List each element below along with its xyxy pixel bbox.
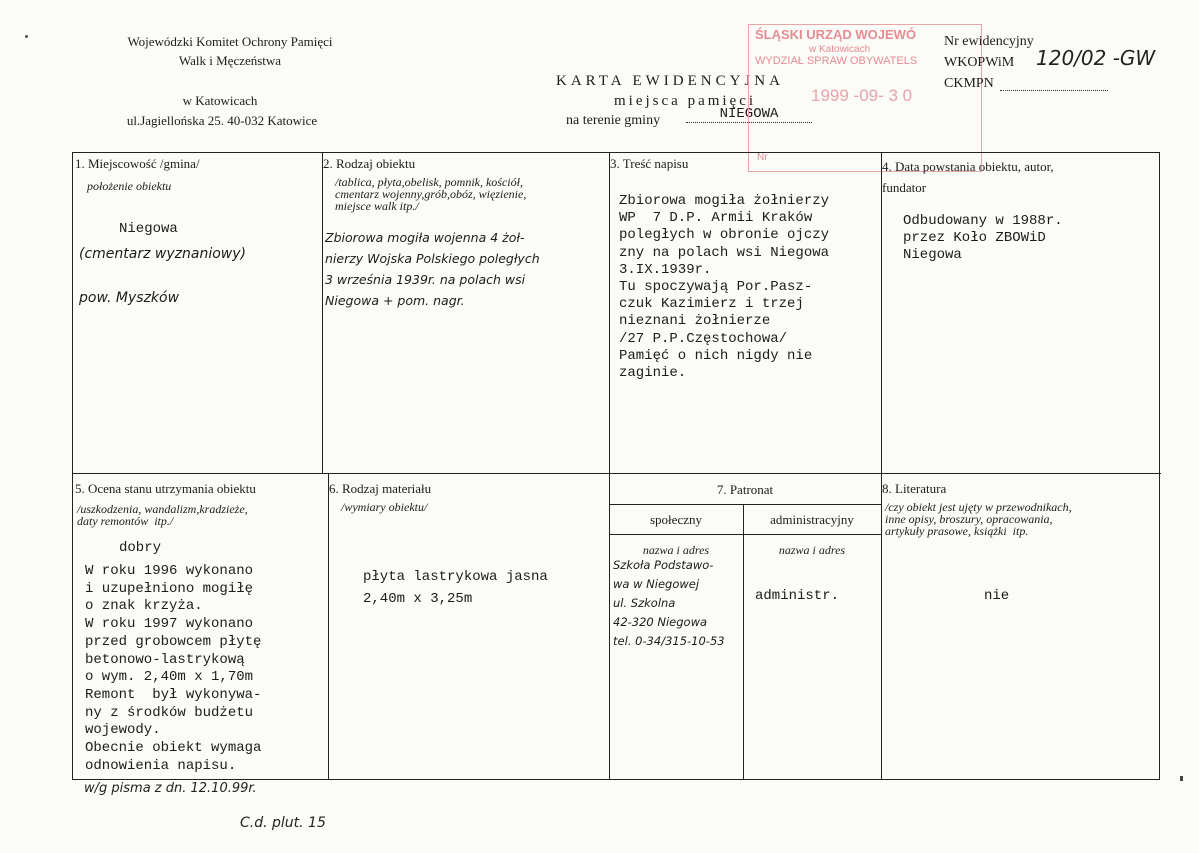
gmina-dots-pre [664, 113, 668, 128]
stamp-line2: w Katowicach [809, 44, 871, 55]
cell1-subheading: położenie obiektu [87, 179, 172, 193]
cell3-heading: 3. Treść napisu [610, 156, 689, 171]
stamp-line1: ŚLĄSKI URZĄD WOJEWÓ [755, 27, 917, 42]
page-title: KARTA EWIDENCYJNA [556, 73, 784, 89]
stamp-nr: Nr [757, 152, 768, 163]
cell1-handwritten: (cmentarz wyznaniowy) pow. Myszków [79, 246, 246, 306]
org-name-line1: Wojewódzki Komitet Ochrony Pamięci [127, 34, 333, 49]
patronat-col-administracyjny: administracyjny [770, 512, 854, 527]
col-divider-3 [881, 153, 882, 473]
scan-speck [25, 35, 28, 38]
patronat-divider-h1 [609, 504, 881, 505]
ckmpn-label: CKMPN [944, 76, 994, 91]
cell4-typed-value: Odbudowany w 1988r. przez Koło ZBOWiD Niegowa [903, 213, 1063, 263]
gmina-value: NIEGOWA [686, 106, 812, 123]
patronat-sub-administracyjny: nazwa i adres [778, 543, 846, 557]
row-divider [73, 473, 1161, 474]
org-city: w Katowicach [182, 93, 258, 108]
cell2-heading: 2. Rodzaj obiektu [323, 156, 416, 171]
record-form [72, 152, 1160, 780]
cell1-typed-value: Niegowa [119, 221, 178, 237]
nr-ewidencyjny-label: Nr ewidencyjny [944, 34, 1034, 49]
org-name-line2: Walk i Męczeństwa [178, 53, 282, 68]
patronat-col-spoleczny: społeczny [650, 512, 702, 527]
cell7-heading: 7. Patronat [716, 482, 774, 497]
scan-speck [1180, 776, 1183, 781]
patronat-sub-spoleczny: nazwa i adres [642, 543, 710, 557]
gmina-label-text: na terenie gminy [566, 113, 661, 128]
page-subtitle: miejsca pamięci [614, 93, 757, 109]
stamp-date: 1999 -09- 3 0 [811, 86, 913, 105]
cell2-handwritten: Zbiorowa mogiła wojenna 4 żoł- nierzy Wojska Polskiego poległych 3 września 1939r. na polach wsi Niegowa + pom. nagr. [325, 230, 540, 308]
col-divider-2 [609, 153, 610, 473]
col-divider-1 [322, 153, 323, 473]
cell5-typed-description: W roku 1996 wykonano i uzupełniono mogiłę o znak krzyża. W roku 1997 wykonano przed grobowcem płytę betonowo-lastrykową o wym. 2,40m x 1,70m Remont był wykonywa- ny z środków budżetu wojewody. Obecnie obiekt wymaga odnowienia napisu. [85, 563, 262, 774]
cell6-heading: 6. Rodzaj materiału [329, 481, 432, 496]
patronat-divider-h2 [609, 534, 881, 535]
patronat-typed-admin: administr. [755, 588, 840, 604]
cell4-heading: 4. Data powstania obiektu, autor, fundator [882, 159, 1054, 195]
cell6-subheading: /wymiary obiektu/ [341, 500, 428, 514]
patronat-handwritten-address: Szkoła Podstawo- wa w Niegowej ul. Szkolna 42-320 Niegowa tel. 0-34/315-10-53 [613, 558, 725, 648]
cell5-heading: 5. Ocena stanu utrzymania obiektu [75, 481, 256, 496]
cell1-heading: 1. Miejscowość /gmina/ [75, 156, 200, 171]
wkopwim-value: 120/02 -GW [1036, 46, 1156, 70]
col-divider-4 [328, 473, 329, 779]
cell8-heading: 8. Literatura [882, 481, 947, 496]
cell6-typed-value: płyta lastrykowa jasna 2,40m x 3,25m [363, 569, 548, 607]
footer-note-continuation: C.d. plut. 15 [240, 815, 326, 831]
stamp-line3: WYDZIAŁ SPRAW OBYWATELS [755, 55, 918, 67]
cell2-subheading: /tablica, płyta,obelisk, pomnik, kościół, cmentarz wojenny,grób,obóz, więzienie, miejsce walk itp./ [335, 175, 527, 213]
cell3-inscription: Zbiorowa mogiła żołnierzy WP 7 D.P. Armii Kraków poległych w obronie ojczy zny na polach wsi Niegowa 3.IX.1939r. Tu spoczywają Por.Pasz- czuk Kazimierz i trzej nieznani żołnierze /27 P.P.Częstochowa/ Pamięć o nich nigdy nie zaginie. [619, 193, 830, 382]
wkopwim-label: WKOPWiM [944, 55, 1015, 70]
col-divider-6 [881, 473, 882, 779]
cell5-status: dobry [119, 540, 162, 556]
ckmpn-dotted-line [1000, 90, 1108, 91]
org-address: ul.Jagiellońska 25. 40-032 Katowice [126, 113, 318, 128]
gmina-label [566, 113, 667, 129]
cell8-typed-value: nie [984, 588, 1010, 604]
cell5-subheading: /uszkodzenia, wandalizm,kradzieże, daty remontów itp./ [77, 502, 248, 528]
footer-note-letter-ref: w/g pisma z dn. 12.10.99r. [84, 781, 257, 796]
cell8-subheading: /czy obiekt jest ujęty w przewodnikach, inne opisy, broszury, opracowania, artykuły prasowe, książki itp. [885, 500, 1072, 538]
